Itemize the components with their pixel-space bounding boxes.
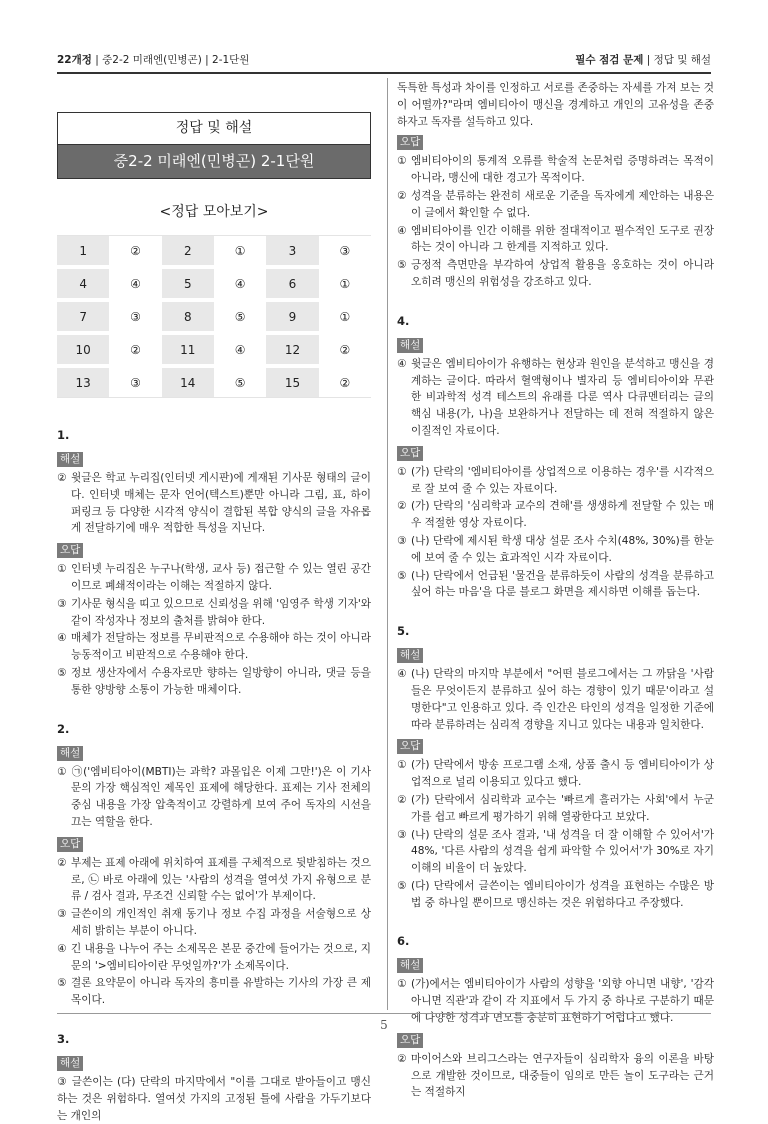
item-text: 기사문 형식을 띠고 있으므로 신뢰성을 위해 '임영주 학생 기자'와 같이 작성자나 정보의 출처를 밝혀야 한다.	[71, 597, 371, 627]
item-text: (다) 단락에서 글쓴이는 엠비티아이가 성격을 표현하는 수많은 방법 중 하나일 뿐이므로 맹신하는 것은 위험하다고 주장했다.	[411, 879, 714, 909]
question-number-cell: 4	[57, 267, 109, 300]
choice-marker: ④	[397, 668, 407, 681]
choice-marker: ②	[57, 856, 67, 869]
question-1-number: 1.	[57, 428, 70, 442]
answer-row	[57, 333, 371, 366]
item-text: 성격을 분류하는 완전히 새로운 기준을 독자에게 제안하는 내용은 이 글에서 확인할 수 없다.	[411, 189, 714, 219]
item-text: 글쓴이의 개인적인 취재 동기나 정보 수집 과정을 서술형으로 상세히 밝히는 부분이 아니다.	[71, 908, 371, 937]
item-text: (나) 단락에 제시된 학생 대상 설문 조사 수치(48%, 30%)를 한눈에 보여 줄 수 있는 효과적인 시각 자료이다.	[411, 534, 714, 564]
explain-tag: 해설	[57, 1056, 83, 1071]
question-number-cell: 14	[162, 366, 214, 398]
item-text: 정보 생산자에서 수용자로만 향하는 일방향이 아니라, 댓글 등을 통한 양방향 소통이 가능한 매체이다.	[71, 666, 371, 696]
choice-marker: ⑤	[397, 569, 407, 582]
choice-marker: ④	[397, 357, 407, 370]
footer-rule	[57, 1013, 711, 1014]
explanation-item	[397, 464, 714, 498]
explanation-item	[397, 792, 714, 826]
question-number-cell: 15	[266, 366, 318, 398]
question-number-cell: 10	[57, 333, 109, 366]
answer-cell: ②	[109, 333, 161, 366]
wrong-tag: 오답	[397, 135, 423, 150]
answer-cell: ②	[319, 333, 371, 366]
item-text: 윗글은 학교 누리집(인터넷 게시판)에 게재된 기사문 형태의 글이다. 인터넷 매체는 문자 언어(텍스트)뿐만 아니라 그림, 표, 하이퍼링크 등 다양한 시각적 양식이 결합된 복합 양식의 글을 자유롭게 전달하기에 매우 적합한 특성을 지닌다.	[71, 472, 371, 535]
answer-cell: ②	[319, 366, 371, 398]
explanation-item	[57, 764, 371, 831]
item-text: (가) 단락에서 심리학과 교수는 '빠르게 흘러가는 사회'에서 누군가를 쉽고 빠르게 평가하기 위해 열광한다고 보았다.	[411, 793, 714, 823]
question-4-number: 4.	[397, 313, 410, 328]
choice-marker: ②	[397, 1052, 407, 1065]
item-text: ㉠('엠비티아이(MBTI)는 과학? 과몰입은 이제 그만!')은 이 기사문의 가장 핵심적인 제목인 표제에 해당한다. 표제는 기사 전체의 중심 내용을 가장 압축적이고 강렬하게 보여 주어 독자의 시선을 끄는 역할을 한다.	[71, 765, 371, 828]
answer-cell: ②	[109, 236, 161, 268]
answer-summary-title: <정답 모아보기>	[159, 204, 269, 220]
explanation-item	[57, 855, 371, 905]
explanation-item	[397, 533, 714, 567]
explanation-item	[57, 906, 371, 940]
answer-cell: ④	[214, 267, 266, 300]
answer-row	[57, 267, 371, 300]
item-text: 긍정적 측면만을 부각하여 상업적 활용을 옹호하는 것이 아니라 오히려 맹신의 위험성을 강조하고 있다.	[411, 259, 714, 288]
explanation-item	[397, 568, 714, 602]
question-number-cell: 12	[266, 333, 318, 366]
answer-cell: ⑤	[214, 366, 266, 398]
right-column	[397, 80, 714, 1102]
choice-marker: ⑤	[57, 666, 67, 679]
title-box	[57, 112, 371, 179]
item-text: 부제는 표제 아래에 위치하여 표제를 구체적으로 뒷받침하는 것으로, ㉡ 바로 아래에 있는 '사람의 성격을 열여섯 가지 유형으로 분류 / 검사 결과, 무조건 신뢰할 수는 없어'가 부제이다.	[71, 856, 371, 903]
explanation-item	[397, 1051, 714, 1101]
explain-tag: 해설	[397, 648, 423, 663]
explanation-item	[397, 356, 714, 440]
item-text: 인터넷 누리집은 누구나(학생, 교사 등) 접근할 수 있는 열린 공간이므로 폐쇄적이라는 이해는 적절하지 않다.	[71, 563, 371, 592]
title-bottom: 중2-2 미래엔(민병곤) 2-1단원	[58, 144, 370, 178]
explanation-item	[397, 666, 714, 733]
choice-marker: ③	[397, 828, 407, 841]
wrong-tag: 오답	[397, 1033, 423, 1048]
explanation-item	[57, 941, 371, 975]
answer-row	[57, 366, 371, 398]
answer-cell: ⑤	[214, 300, 266, 333]
explanation-item	[397, 757, 714, 791]
item-text: (가) 단락의 '심리학과 교수의 견해'를 생생하게 전달할 수 있는 매우 적절한 영상 자료이다.	[411, 500, 715, 530]
question-6-number: 6.	[397, 934, 410, 949]
choice-marker: ②	[57, 472, 67, 484]
choice-marker: ③	[57, 597, 67, 610]
column-divider	[387, 78, 388, 1010]
explanation-item	[397, 153, 714, 187]
item-text: (나) 단락의 설문 조사 결과, '내 성격을 더 잘 이해할 수 있어서'가 48%, '다른 사람의 성격을 쉽게 파악할 수 있어서'가 30%로 자기 이해의 비율이 더 높았다.	[411, 828, 714, 875]
question-number-cell: 8	[162, 300, 214, 333]
choice-marker: ①	[397, 155, 407, 168]
explanation-item	[57, 665, 371, 699]
explanation-item	[397, 223, 714, 257]
question-5-number: 5.	[397, 624, 410, 639]
answer-cell: ④	[109, 267, 161, 300]
choice-marker: ⑤	[57, 977, 67, 990]
item-text: 엠비티아이를 인간 이해를 위한 절대적이고 필수적인 도구로 권장하는 것이 아니라 그 한계를 지적하고 있다.	[411, 224, 714, 254]
explanation-item	[397, 188, 714, 222]
item-text: (나) 단락에서 언급된 '물건을 분류하듯이 사람의 성격을 분류하고 싶어 하는 마음'을 다룬 블로그 화면을 제시하면 이해를 돕는다.	[411, 569, 714, 599]
explain-tag: 해설	[397, 958, 423, 973]
answer-row	[57, 300, 371, 333]
answer-cell: ④	[214, 333, 266, 366]
explanation-item	[57, 470, 371, 537]
choice-marker: ①	[57, 563, 67, 576]
explain-tag: 해설	[397, 338, 423, 353]
explanation-item	[397, 257, 714, 291]
question-number-cell: 3	[266, 236, 318, 268]
explain-tag: 해설	[57, 452, 83, 467]
question-number-cell: 2	[162, 236, 214, 268]
title-top: 정답 및 해설	[175, 120, 253, 136]
choice-marker: ⑤	[397, 879, 407, 892]
answer-row	[57, 236, 371, 268]
header-left: 22개정 | 중2-2 미래엔(민병곤) | 2-1단원	[57, 53, 250, 66]
answer-cell: ③	[109, 300, 161, 333]
question-number-cell: 9	[266, 300, 318, 333]
answer-cell: ③	[109, 366, 161, 398]
item-text: 결론 요약문이 아니라 독자의 흥미를 유발하는 기사의 가장 큰 제목이다.	[71, 977, 371, 1007]
left-column	[57, 112, 371, 1124]
choice-marker: ②	[397, 793, 407, 806]
item-text: (가) 단락에서 방송 프로그램 소재, 상품 출시 등 엠비티아이가 상업적으로 널리 이용되고 있다고 했다.	[411, 759, 714, 789]
explanation-item	[397, 827, 714, 877]
explanation-item	[397, 498, 714, 532]
question-number-cell: 13	[57, 366, 109, 398]
choice-marker: ②	[397, 189, 407, 202]
explanation-item	[57, 596, 371, 630]
choice-marker: ③	[57, 908, 67, 921]
wrong-tag: 오답	[57, 837, 83, 852]
wrong-tag: 오답	[57, 543, 83, 558]
explanation-item	[57, 975, 371, 1009]
question-number-cell: 7	[57, 300, 109, 333]
question-3-explain-part2: 독특한 특성과 차이를 인정하고 서로를 존중하는 자세를 가져 보는 것이 어떨까?"라며 엠비티아이 맹신을 경계하고 개인의 고유성을 존중하자고 독자를 설득하고 있다.	[397, 82, 714, 128]
wrong-tag: 오답	[397, 446, 423, 461]
answer-cell: ①	[319, 300, 371, 333]
explanation-item	[57, 561, 371, 595]
answer-table	[57, 235, 371, 398]
question-3-number: 3.	[57, 1031, 70, 1046]
choice-marker: ①	[397, 759, 407, 772]
header-rule	[57, 72, 711, 74]
choice-marker: ①	[397, 978, 407, 991]
item-text: 엠비티아이의 통계적 오류를 학술적 논문처럼 증명하려는 목적이 아니라, 맹신에 대한 경고가 목적이다.	[411, 155, 714, 185]
question-number-cell: 1	[57, 236, 109, 268]
choice-marker: ④	[57, 942, 67, 955]
item-text: 매체가 전달하는 정보를 무비판적으로 수용해야 하는 것이 아니라 능동적이고 비판적으로 수용해야 한다.	[71, 632, 371, 662]
question-number-cell: 11	[162, 333, 214, 366]
page-header	[57, 48, 711, 70]
item-text: (가) 단락의 '엠비티아이를 상업적으로 이용하는 경우'를 시각적으로 잘 보여 줄 수 있는 자료이다.	[411, 465, 714, 495]
page-number: 5	[380, 1018, 388, 1032]
item-text: 윗글은 엠비티아이가 유행하는 현상과 원인을 분석하고 맹신을 경계하는 글이다. 따라서 혈액형이나 별자리 등 엠비티아이와 무관한 비과학적 성격 테스트의 유래를 다룬 역사 다큐멘터리는 글의 핵심 내용(가, 나)을 보완하거나 전달하는 데 전혀 적절하지 않은 이질적인 자료이다.	[411, 357, 714, 437]
question-3-explain-part1: ③ 글쓴이는 (다) 단락의 마지막에서 "이를 그대로 받아들이고 맹신하는 것은 위험하다. 열여섯 가지의 고정된 틀에 사람을 가두기보다는 개인의	[57, 1075, 371, 1122]
choice-marker: ④	[397, 224, 407, 237]
choice-marker: ②	[397, 500, 407, 513]
choice-marker: ③	[397, 534, 407, 547]
choice-marker: ①	[57, 765, 67, 778]
item-text: 긴 내용을 나누어 주는 소제목은 본문 중간에 들어가는 것으로, 지문의 '>엠비티아이란 무엇일까?'가 소제목이다.	[71, 942, 371, 972]
item-text: (나) 단락의 마지막 부분에서 "어떤 블로그에서는 그 까닭을 '사람들은 무엇이든지 분류하고 싶어 하는 경향이 있기 때문'이라고 설명한다"고 인용하고 있다. 즉 인간은 타인의 성격을 일정한 기준에 따라 분류하려는 심리적 경향을 지니고 있다는 내용과 일치한다.	[411, 668, 714, 731]
choice-marker: ①	[397, 465, 407, 478]
answer-cell: ①	[214, 236, 266, 268]
item-text: (가)에서는 엠비티아이가 사람의 성향을 '외향 아니면 내향', '감각 아니면 직관'과 같이 각 지표에서 두 가지 중 하나로 구분하기 때문에 다양한 성격과 면모를 충분히 표현하기 어렵다고 했다.	[411, 978, 714, 1025]
answer-cell: ③	[319, 236, 371, 268]
item-text: 마이어스와 브리그스라는 연구자들이 심리학자 융의 이론을 바탕으로 개발한 것이므로, 대중들이 임의로 만든 놀이 도구라는 근거는 적절하지	[411, 1052, 714, 1099]
header-right: 필수 점검 문제 | 정답 및 해설	[575, 53, 711, 66]
choice-marker: ④	[57, 632, 67, 645]
explain-tag: 해설	[57, 746, 83, 761]
answer-cell: ①	[319, 267, 371, 300]
question-2-number: 2.	[57, 721, 70, 736]
question-number-cell: 6	[266, 267, 318, 300]
question-number-cell: 5	[162, 267, 214, 300]
choice-marker: ⑤	[397, 259, 407, 272]
explanation-item	[57, 630, 371, 664]
wrong-tag: 오답	[397, 739, 423, 754]
explanation-item	[397, 878, 714, 912]
